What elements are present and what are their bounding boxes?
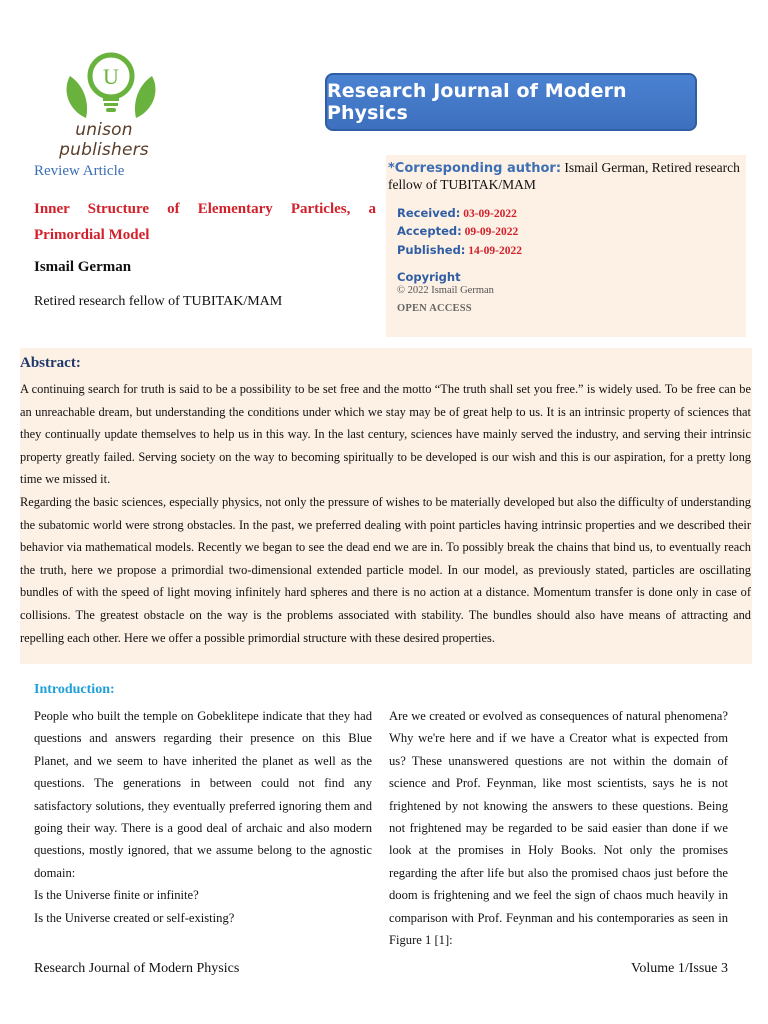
received-value: 03-09-2022 — [463, 208, 517, 220]
question-line: Is the Universe created or self-existing? — [34, 910, 235, 925]
published-value: 14-09-2022 — [468, 245, 522, 257]
publisher-name: unison publishers — [59, 120, 149, 160]
introduction-right-column — [389, 705, 728, 951]
accepted-date — [397, 224, 518, 238]
copyright-text: © 2022 Ismail German — [397, 285, 494, 296]
logo-letter: U — [103, 64, 119, 89]
abstract-paragraph: A continuing search for truth is said to be a possibility to be set free and the motto “The truth shall set you free.” is widely used. To be free can be an unreachable dream, but understanding the conditions under which we stay may be of great help to us. It is an intrinsic property of sciences that they continually update themselves to help us in this way. In the last century, sciences have mainly served the industry, and serving their intrinsic property greatly failed. Serving society on the way to becoming spiritually to be developed is our wish and this is our aspiration, for a pretty long time we missed it. — [20, 382, 751, 487]
footer-journal-name: Research Journal of Modern Physics — [34, 961, 240, 976]
body-paragraph: People who built the temple on Gobeklitepe indicate that they had questions and answers regarding their presence on this Blue Planet, and we seem to have inherited the planet as well as the questions. The generations in between could not find any satisfactory solutions, they eventually preferred ignoring them and going their way. There is a good deal of archaic and also modern questions, mostly ignored, that we assume belong to the agnostic domain: — [34, 709, 372, 880]
footer-issue: Volume 1/Issue 3 — [631, 961, 728, 976]
author-affiliation: Retired research fellow of TUBITAK/MAM — [34, 294, 283, 309]
corresponding-author — [388, 160, 748, 193]
question-line: Is the Universe finite or infinite? — [34, 888, 199, 903]
copyright-title: Copyright — [397, 270, 461, 284]
corresponding-value: Ismail German, Retired research fellow of TUBITAK/MAM — [388, 160, 740, 192]
article-type: Review Article — [34, 163, 125, 179]
introduction-left-column — [34, 705, 372, 929]
abstract-heading: Abstract: — [20, 355, 81, 371]
published-date — [397, 243, 522, 257]
introduction-heading: Introduction: — [34, 682, 115, 697]
open-access-label: OPEN ACCESS — [397, 303, 472, 314]
abstract-body — [20, 378, 751, 649]
body-paragraph: Are we created or evolved as consequences of natural phenomena? Why we're here and if we have a Creator what is expected from us? These unanswered questions are not within the domain of science and Prof. Feynman, like most scientists, says he is not frightened by not knowing the answers to these questions. Being not frightened may be regarded to be said easier than done if we look at the promises in Holy Books. Not only the promises regarding the after life but also the promised chaos just before the doom is frightening and we feel the sign of chaos much heavily in comparison with Prof. Feynman and his contemporaries as seen in Figure 1 [1]: — [389, 709, 728, 948]
author-name: Ismail German — [34, 259, 132, 275]
accepted-value: 09-09-2022 — [464, 226, 519, 238]
published-label: Published: — [397, 243, 466, 257]
received-label: Received: — [397, 206, 461, 220]
accepted-label: Accepted: — [397, 224, 462, 238]
journal-banner: Research Journal of Modern Physics — [325, 73, 697, 131]
abstract-paragraph: Regarding the basic sciences, especially physics, not only the pressure of wishes to be materially developed but also the difficulty of understanding the subatomic world were strong obstacles. In the past, we preferred dealing with point particles having intrinsic properties and we described their behavior via mathematical models. Recently we began to see the dead end we are in. To possibly break the chains that bind us, to eventually reach the truth, here we propose a primordial two-dimensional extended particle model. In our model, as previously stated, particles are oscillating bundles of with the speed of light moving infinitely hard spheres and there is no action at a distance. Momentum transfer is done only in case of collisions. The greatest obstacle on the way is the problems associated with stability. The bundles should also have means of attracting and repelling each other. Here we offer a possible primordial structure with these desired properties. — [20, 494, 751, 645]
article-title: Inner Structure of Elementary Particles, a Primordial Model — [34, 201, 376, 243]
corresponding-label: *Corresponding author: — [388, 161, 562, 176]
received-date — [397, 206, 517, 220]
lightbulb-leaf-logo-icon — [56, 50, 166, 122]
